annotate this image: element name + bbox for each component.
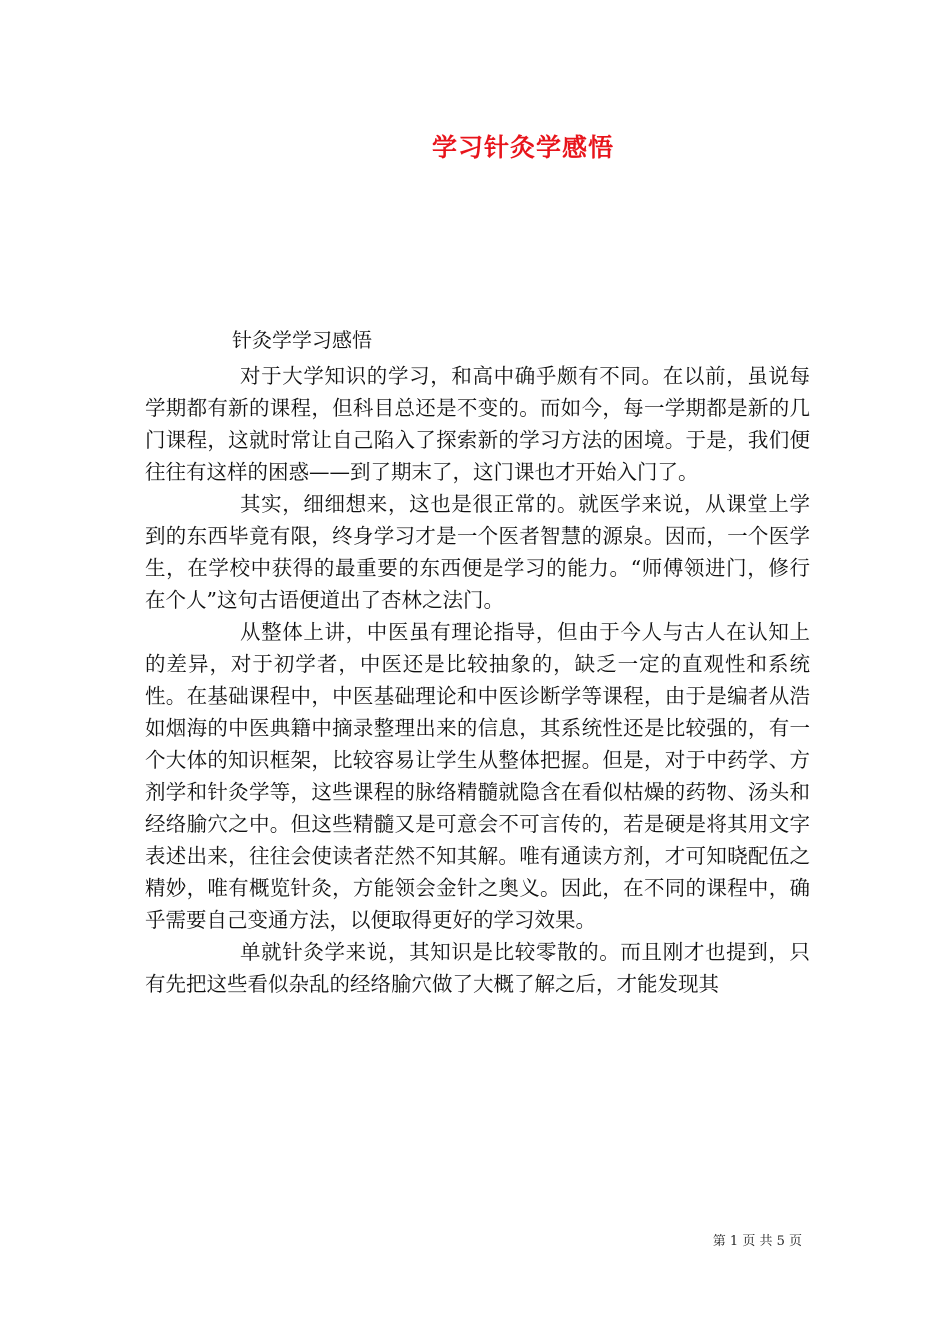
paragraph: 单就针灸学来说，其知识是比较零散的。而且刚才也提到，只有先把这些看似杂乱的经络腧穴做了大概了解之后，才能发现其 [145,940,810,996]
paragraph: 从整体上讲，中医虽有理论指导，但由于今人与古人在认知上的差异，对于初学者，中医还是比较抽象的，缺乏一定的直观性和系统性。在基础课程中，中医基础理论和中医诊断学等课程，由于是编者从浩如烟海的中医典籍中摘录整理出来的信息，其系统性还是比较强的，有一个大体的知识框架，比较容易让学生从整体把握。但是，对于中药学、方剂学和针灸学等，这些课程的脉络精髓就隐含在看似枯燥的药物、汤头和经络腧穴之中。但这些精髓又是可意会不可言传的，若是硬是将其用文字表述出来，往往会使读者茫然不知其解。唯有通读方剂，才可知晓配伍之精妙，唯有概览针灸，方能领会金针之奥义。因此，在不同的课程中，确乎需要自己变通方法，以便取得更好的学习效果。 [145,620,810,932]
page-number-footer: 第 1 页 共 5 页 [712,1234,802,1249]
document-title: 学习针灸学感悟 [431,133,614,162]
document-body [145,360,810,1000]
paragraph: 对于大学知识的学习，和高中确乎颇有不同。在以前，虽说每学期都有新的课程，但科目总还是不变的。而如今，每一学期都是新的几门课程，这就时常让自己陷入了探索新的学习方法的困境。于是，我们便往往有这样的困惑——到了期末了，这门课也才开始入门了。 [145,364,810,484]
document-subtitle: 针灸学学习感悟 [232,328,372,352]
paragraph: 其实，细细想来，这也是很正常的。就医学来说，从课堂上学到的东西毕竟有限，终身学习才是一个医者智慧的源泉。因而，一个医学生，在学校中获得的最重要的东西便是学习的能力。“师傅领进门，修行在个人”这句古语便道出了杏林之法门。 [145,492,810,612]
